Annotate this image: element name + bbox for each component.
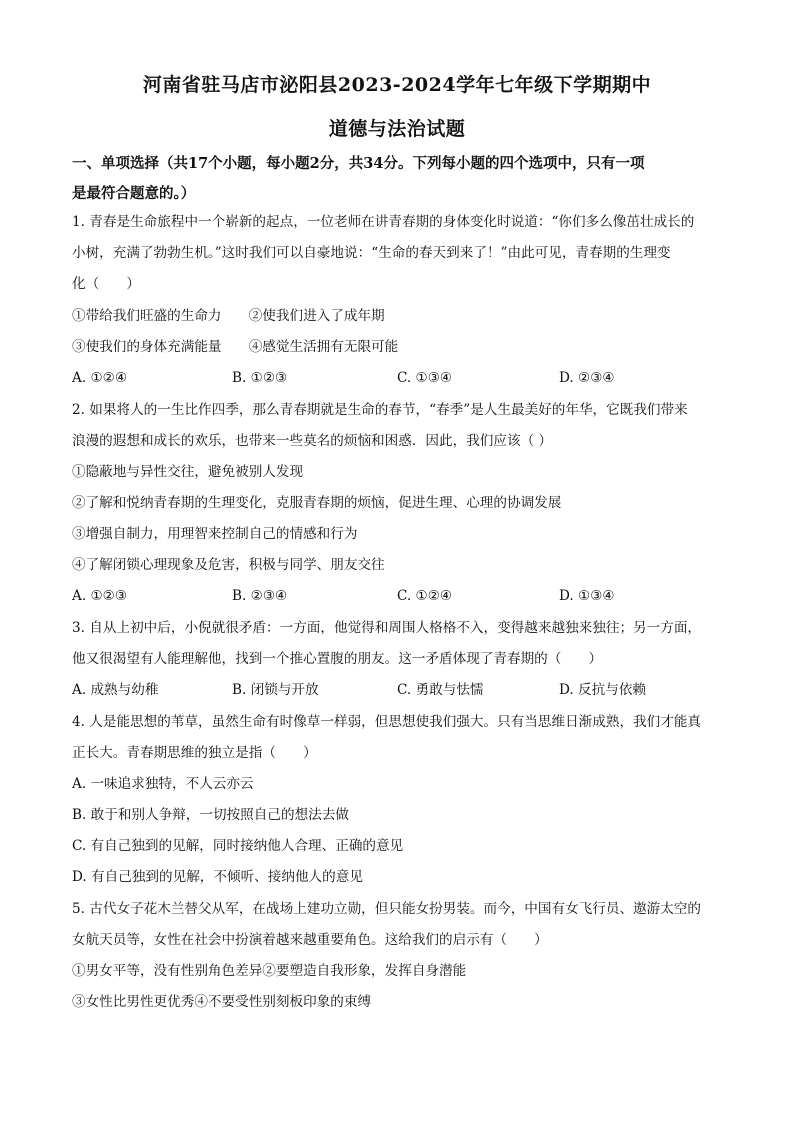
option-a: A. 成熟与幼稚 — [72, 682, 159, 698]
section-heading: 一、单项选择（共17个小题，每小题2分，共34分。下列每小题的四个选项中，只有一项 — [72, 155, 645, 172]
question-stem-line: 4. 人是能思想的苇草，虽然生命有时像草一样弱，但思想使我们强大。只有当思维日渐成熟，我们才能真 — [72, 714, 702, 730]
option-b: B. ①②③ — [232, 370, 288, 386]
statement-line: ③女性比男性更优秀④不要受性别刻板印象的束缚 — [72, 994, 372, 1010]
option-c: C. 有自己独到的见解，同时接纳他人合理、正确的意见 — [72, 838, 404, 854]
statement-line: ①男女平等，没有性别角色差异②要塑造自我形象，发挥自身潜能 — [72, 963, 467, 979]
option-c: C. ①③④ — [397, 370, 453, 386]
option-d: D. ②③④ — [559, 370, 615, 386]
question-stem-line: 2. 如果将人的一生比作四季，那么青春期就是生命的春节，“春季”是人生最美好的年华，它既我们带来 — [72, 402, 688, 418]
option-b: B. 敢于和别人争辩，一切按照自己的想法去做 — [72, 807, 349, 823]
exam-subtitle: 道德与法治试题 — [328, 118, 466, 140]
statement-line: ④了解闭锁心理现象及危害，积极与同学、朋友交往 — [72, 557, 385, 573]
question-stem-line: 化（ ） — [72, 276, 140, 292]
statement-line: ③增强自制力，用理智来控制自己的情感和行为 — [72, 526, 358, 542]
question-stem-line: 1. 青春是生命旅程中一个崭新的起点，一位老师在讲青春期的身体变化时说道：“你们多么像茁壮成长的 — [72, 214, 695, 230]
question-stem-line: 5. 古代女子花木兰替父从军，在战场上建功立勋，但只能女扮男装。而今，中国有女飞行员、遨游太空的 — [72, 901, 702, 917]
statement-line: ③使我们的身体充满能量 ④感觉生活拥有无限可能 — [72, 339, 399, 355]
option-a: A. 一味追求独特，不人云亦云 — [72, 776, 254, 792]
question-stem-line: 女航天员等，女性在社会中扮演着越来越重要角色。这给我们的启示有（ ） — [72, 932, 548, 948]
question-stem-line: 小树，充满了勃勃生机。”这时我们可以自豪地说：“生命的春天到来了！”由此可见，青春期的生理变 — [72, 245, 671, 261]
option-d: D. ①③④ — [559, 588, 615, 604]
option-c: C. 勇敢与怯懦 — [397, 682, 484, 698]
question-stem-line: 3. 自从上初中后，小倪就很矛盾：一方面，他觉得和周围人格格不入，变得越来越独来独往；另一方面， — [72, 620, 702, 636]
option-a: A. ①②④ — [72, 370, 128, 386]
exam-title: 河南省驻马店市泌阳县2023-2024学年七年级下学期期中 — [142, 74, 652, 96]
option-b: B. ②③④ — [232, 588, 288, 604]
question-stem-line: 浪漫的遐想和成长的欢乐，也带来一些莫名的烦恼和困惑．因此，我们应该（ ） — [72, 433, 553, 449]
question-stem-line: 正长大。青春期思维的独立是指（ ） — [72, 745, 317, 761]
option-b: B. 闭锁与开放 — [232, 682, 319, 698]
question-stem-line: 他又很渴望有人能理解他，找到一个推心置腹的朋友。这一矛盾体现了青春期的（ ） — [72, 651, 603, 667]
option-a: A. ①②③ — [72, 588, 128, 604]
option-d: D. 反抗与依赖 — [559, 682, 647, 698]
statement-line: ②了解和悦纳青春期的生理变化，克服青春期的烦恼，促进生理、心理的协调发展 — [72, 495, 562, 511]
option-c: C. ①②④ — [397, 588, 453, 604]
section-heading-cont: 是最符合题意的。） — [72, 185, 196, 202]
option-d: D. 有自己独到的见解，不倾听、接纳他人的意见 — [72, 869, 363, 885]
statement-line: ①隐蔽地与异性交往，避免被别人发现 — [72, 464, 304, 480]
statement-line: ①带给我们旺盛的生命力 ②使我们进入了成年期 — [72, 308, 385, 324]
